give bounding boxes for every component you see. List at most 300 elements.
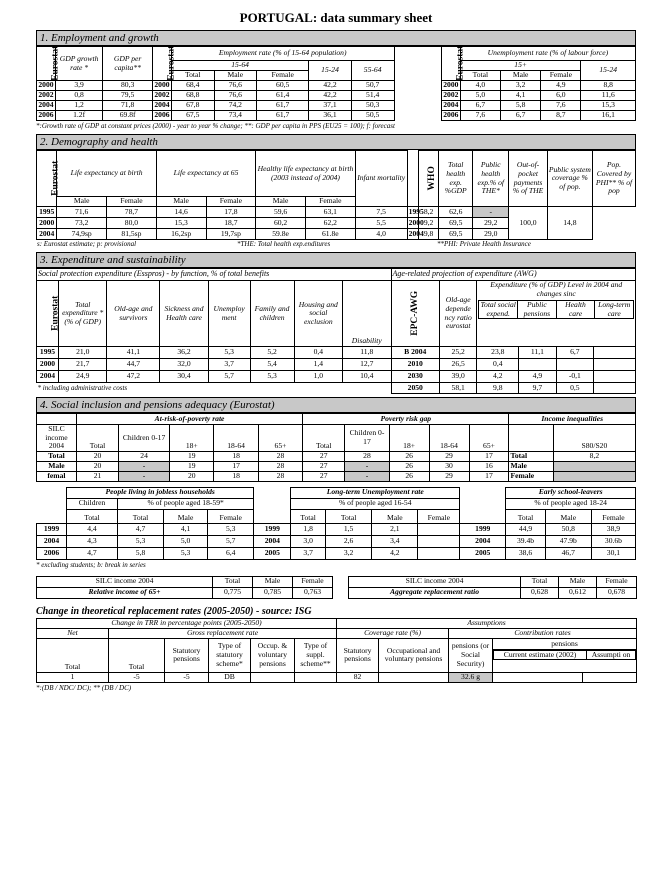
row-label: 1999 [37, 523, 67, 535]
cell: 2,6 [326, 535, 372, 547]
cell: 30,1 [591, 547, 635, 559]
cell: 30.6b [591, 535, 635, 547]
cell: 47,2 [107, 371, 160, 383]
col-18-plus: 18+ [170, 425, 214, 452]
cell: 0,775 [213, 587, 253, 598]
table-row [37, 471, 636, 481]
row-label: 2004 [38, 100, 54, 110]
cell: 0,612 [559, 587, 597, 598]
col-total: Total [37, 638, 109, 672]
gross-header: Gross replacement rate [109, 628, 337, 638]
cell: 6,7 [556, 347, 593, 359]
col-female: Female [591, 509, 635, 523]
row-label: 2004 [460, 535, 506, 547]
col-total: Total [67, 509, 118, 523]
col-65-plus: 65+ [258, 425, 302, 452]
expenditure-table [36, 268, 636, 394]
cell: 62,2 [305, 218, 355, 229]
cell: 30,4 [160, 371, 208, 383]
cell: 5,0 [164, 535, 208, 547]
cell: 18,7 [206, 218, 256, 229]
coverage-statutory-header: Statutory pensions [337, 638, 379, 672]
col-18-64: 18-64 [429, 425, 469, 452]
cell: 28 [258, 461, 302, 471]
age-15-24: 15-24 [581, 61, 636, 81]
col-female: Female [418, 509, 460, 523]
col-female: Female [206, 197, 256, 207]
cell: 16,1 [581, 111, 636, 121]
gdp-per-capita-header: GDP per capita** [103, 47, 153, 81]
awg-expenditure-group [477, 281, 636, 347]
pensions-ss-header: pensions (or Social Security) [449, 638, 493, 672]
row-label: 2006 [37, 547, 67, 559]
cell: 5,2 [250, 347, 294, 359]
cell: 28 [345, 451, 389, 461]
cell: 4,1 [164, 523, 208, 535]
row-label: 1995 [37, 207, 57, 218]
awg-expenditure-header: Expenditure (% of GDP) Level in 2004 and changes sinc [490, 280, 623, 298]
cell: 26,5 [439, 359, 476, 371]
col-male: Male [253, 576, 293, 587]
cell: 1.2f [55, 111, 102, 121]
cell: 27 [303, 451, 345, 461]
sickness-header: Sickness and Health care [160, 281, 208, 347]
cell [553, 461, 635, 471]
total-social-header: Total social expend. [480, 300, 516, 318]
row-label: Total [37, 451, 77, 461]
cell: 59.8e [256, 229, 306, 240]
cell: 32,0 [160, 359, 208, 371]
cell: 17,8 [206, 207, 256, 218]
cell: 50,5 [351, 111, 394, 121]
cell: 20 [76, 461, 118, 471]
cell: 63,1 [305, 207, 355, 218]
eurostat-label: Eurostat [37, 281, 59, 347]
row-label: 2002 [38, 90, 54, 100]
cell: 4,9 [541, 81, 581, 91]
cell: 44,9 [506, 523, 545, 535]
cell: 39.4b [506, 535, 545, 547]
cell: 1,5 [326, 523, 372, 535]
cell: 15,3 [581, 101, 636, 111]
cell: 25,2 [439, 347, 476, 359]
cell: 0,785 [253, 587, 293, 598]
cell: 38,9 [591, 523, 635, 535]
cell: 4,1 [501, 91, 541, 101]
cell: 6,4 [208, 547, 254, 559]
cell: 16 [469, 461, 509, 471]
col-total: Total [291, 509, 326, 523]
row-label: 2000 [37, 218, 57, 229]
cell [418, 535, 460, 547]
cell [553, 471, 635, 481]
col-male: Male [57, 197, 107, 207]
cell: 3,2 [501, 81, 541, 91]
col-total: Total [109, 638, 165, 672]
table-row [37, 359, 636, 371]
public-coverage-header: Public system coverage % of pop. [547, 151, 592, 207]
healthy-life-header: Healthy life expectancy at birth (2003 instead of 2004) [256, 151, 355, 197]
cell: 5,5 [355, 218, 407, 229]
cell: 6,7 [460, 101, 500, 111]
cell: 5,7 [208, 371, 250, 383]
table-row [37, 91, 636, 101]
row-label: 2006 [154, 110, 170, 120]
table-row [37, 371, 636, 383]
col-male: Male [156, 197, 206, 207]
cell [594, 347, 636, 359]
cell: 100,0 [509, 207, 547, 240]
cell: 1,2 [55, 101, 102, 111]
cell: 0,4 [294, 347, 342, 359]
section-2-notes [36, 240, 636, 249]
cell: 39,0 [439, 371, 476, 383]
cell: 4,3 [67, 535, 118, 547]
col-children: Children 0-17 [345, 425, 389, 452]
cell: 42,2 [309, 91, 352, 101]
infant-mortality-header: Infant mortality [355, 151, 407, 207]
table-row [37, 535, 636, 547]
arop-header: At-risk-of-poverty rate [76, 414, 302, 425]
cell: 12,7 [343, 359, 391, 371]
cell: 14,8 [547, 207, 592, 240]
note-estimate: s: Eurostat estimate; p: provisional [37, 240, 137, 248]
age-15-24: 15-24 [309, 61, 352, 81]
cell: 1,8 [291, 523, 326, 535]
cell: 30 [429, 461, 469, 471]
cell: 8,7 [541, 111, 581, 121]
cell: 5,3 [164, 547, 208, 559]
employment-table [36, 46, 636, 121]
replacement-rates-table [36, 618, 637, 683]
cell: 82 [337, 672, 379, 682]
epc-awg-label: EPC-AWG [391, 281, 439, 347]
page-title: PORTUGAL: data summary sheet [239, 10, 433, 25]
cell: 36,2 [160, 347, 208, 359]
col-male: Male [214, 71, 257, 81]
col-total: Total [213, 576, 253, 587]
cell: 68,4 [171, 81, 214, 91]
poverty-gap-header: Poverty risk gap [303, 414, 509, 425]
col-female: Female [257, 71, 309, 81]
col-male: Male [372, 509, 418, 523]
table-row [37, 347, 636, 359]
pensions-header: pensions [493, 639, 636, 650]
table-row [37, 101, 636, 111]
col-s80-s20: S80/S20 [553, 425, 635, 452]
section-3-heading: 3. Expenditure and sustainability [36, 252, 636, 268]
cell: 60,2 [256, 218, 306, 229]
eurostat-label: Eurostat [152, 47, 171, 81]
inclusion-table [36, 413, 636, 482]
cell: 4,2 [477, 371, 519, 383]
cell: 1,4 [294, 359, 342, 371]
jobless-subheader: % of people aged 18-59* [117, 498, 253, 509]
cell: 51,4 [351, 91, 394, 101]
cell: 0,763 [293, 587, 333, 598]
cell: 81,5sp [107, 229, 157, 240]
cell: 37,1 [309, 101, 352, 111]
cell: 24,9 [59, 371, 107, 383]
table-row [37, 111, 636, 121]
cell: 67,8 [171, 101, 214, 111]
cell: 5,4 [250, 359, 294, 371]
cell: 26 [389, 471, 429, 481]
ltu-subheader: % of people aged 16-54 [291, 498, 460, 509]
cell: 26 [389, 461, 429, 471]
cell: 4,0 [355, 229, 407, 240]
row-label: 2002 [154, 90, 170, 100]
cell: 61,7 [257, 101, 309, 111]
old-age-dependency-header: Old-age depende ncy ratio eurostat [439, 281, 476, 347]
cell [379, 672, 449, 682]
cell: 47.9b [545, 535, 591, 547]
gdp-growth-header: GDP growth rate * [55, 47, 102, 81]
cell: 41,1 [107, 347, 160, 359]
cell: 15,3 [156, 218, 206, 229]
cell: 4,2 [372, 547, 418, 559]
age-55-64: 55-64 [351, 61, 394, 81]
cell: 5,7 [208, 535, 254, 547]
cell: 74,2 [214, 101, 257, 111]
row-label: 2000 [154, 80, 170, 90]
cell: 20 [170, 471, 214, 481]
table-row [37, 207, 636, 218]
life-expectancy-birth-header: Life expectancy at birth [57, 151, 156, 197]
row-label: 1999 [254, 523, 291, 535]
cell: 5,8 [501, 101, 541, 111]
table-row [37, 461, 636, 471]
age-15-plus: 15+ [460, 61, 581, 71]
occupational-header: Occup. & voluntary pensions [251, 638, 295, 672]
cell: 4,7 [67, 547, 118, 559]
disability-header: Disability [343, 281, 391, 347]
cell: 11,6 [581, 91, 636, 101]
cell: 46,7 [545, 547, 591, 559]
aggregate-ratio-label: Aggregate replacement ratio [349, 587, 521, 598]
coverage-occupational-header: Occupational and voluntary pensions [379, 638, 449, 672]
pensions-group [493, 638, 637, 672]
cell: 4,7 [117, 523, 163, 535]
col-male: Male [559, 576, 597, 587]
cell: 3,2 [326, 547, 372, 559]
jobless-ltu-esl-table [36, 487, 636, 560]
cell: 76,6 [214, 81, 257, 91]
cell [594, 359, 636, 371]
cell: 7,6 [460, 111, 500, 121]
cell: 69,5 [439, 218, 473, 229]
cell: 3,0 [291, 535, 326, 547]
relative-income-label: Relative income of 65+ [37, 587, 213, 598]
col-male: Male [256, 197, 306, 207]
cell: 38,6 [506, 547, 545, 559]
cell: 21 [76, 471, 118, 481]
cell: 58,1 [439, 383, 476, 394]
section-1-heading: 1. Employment and growth [36, 30, 636, 46]
cell: -5 [165, 672, 209, 682]
cell: 5,3 [117, 535, 163, 547]
cell: 1,0 [294, 371, 342, 383]
row-label: 2005 [254, 547, 291, 559]
social-protection-title: Social protection expenditure (Esspros) - by function, % of total benefits [37, 269, 392, 281]
col-total: Total [76, 425, 118, 452]
cell: 19 [170, 461, 214, 471]
cell [251, 672, 295, 682]
silc-label: SILC income 2004 [349, 576, 521, 587]
section-1-note: *:Growth rate of GDP at constant prices (2000) - year to year % change; **: GDP per capita in PPS (EU25 = 100); f: forecast [36, 122, 395, 130]
cell: 44,7 [107, 359, 160, 371]
cell: 27 [303, 471, 345, 481]
col-65-plus: 65+ [469, 425, 509, 452]
cell: 7,5 [355, 207, 407, 218]
esl-header: Early school-leavers [506, 487, 636, 498]
col-female: Female [597, 576, 637, 587]
cell: 68,8 [171, 91, 214, 101]
cell: 3,9 [55, 81, 102, 91]
row-label: 2000 [408, 217, 424, 227]
cell [519, 359, 556, 371]
cell: 29,0 [473, 229, 509, 240]
cell: 11,8 [343, 347, 391, 359]
employment-rate-header: Employment rate (% of 15-64 population) [171, 47, 394, 61]
row-label: 1995 [37, 347, 59, 359]
phi-coverage-header: Pop. Covered by PHI** % of pop [592, 151, 635, 207]
cell: 24 [119, 451, 170, 461]
cell [418, 523, 460, 535]
cell: 3,7 [208, 359, 250, 371]
cell: 29 [429, 451, 469, 461]
cell: 29 [429, 471, 469, 481]
cell: 69,5 [439, 229, 473, 240]
cell: 28 [258, 451, 302, 461]
cell: 73,4 [214, 111, 257, 121]
col-female: Female [305, 197, 355, 207]
cell: 50,3 [351, 101, 394, 111]
row-label: 2004 [37, 535, 67, 547]
row-label: Total [509, 451, 553, 461]
col-male: Male [501, 71, 541, 81]
trr-header: Change in TRR in percentage points (2005-2050) [37, 618, 337, 628]
unemployment-rate-header: Unemployment rate (% of labour force) [460, 47, 635, 61]
row-label: Male [509, 461, 553, 471]
row-label: 2010 [391, 359, 439, 371]
cell: 80,3 [103, 81, 153, 91]
public-pensions-header: Public pensions [518, 301, 557, 319]
cell: -5 [109, 672, 165, 682]
cell: 19,7sp [206, 229, 256, 240]
section-4-heading: 4. Social inclusion and pensions adequacy (Eurostat) [36, 397, 636, 413]
col-children: Children [67, 498, 118, 509]
cell: 74,9sp [57, 229, 107, 240]
row-label: 2006 [38, 110, 54, 120]
cell: 1 [37, 672, 109, 682]
row-label: 2004 [37, 371, 59, 383]
cell: - [119, 461, 170, 471]
cell: 16,2sp [156, 229, 206, 240]
eurostat-label: Eurostat [37, 151, 57, 207]
cell: 59,6 [256, 207, 306, 218]
assumption-header: Assumpti on [587, 650, 636, 660]
cell: 9,2 [418, 218, 438, 229]
section-3-note: * including administrative costs [37, 383, 128, 392]
row-label: 2000 [37, 359, 59, 371]
col-18-64: 18-64 [214, 425, 258, 452]
type-suppl-header: Type of suppl. scheme** [295, 638, 337, 672]
cell: 14,6 [156, 207, 206, 218]
cell: 0,678 [597, 587, 637, 598]
cell: 5,0 [460, 91, 500, 101]
cell: 18 [214, 471, 258, 481]
section-4-note: * excluding students; b: break in series [36, 560, 146, 569]
col-total: Total [171, 71, 214, 81]
cell: 26 [389, 451, 429, 461]
cell: 4,0 [460, 81, 500, 91]
silc-label: SILC income 2004 [37, 576, 213, 587]
cell: DB [209, 672, 251, 682]
housing-header: Housing and social exclusion [294, 281, 342, 347]
cell: 17 [469, 471, 509, 481]
eurostat-label: Eurostat [441, 47, 460, 81]
cell: 50,8 [545, 523, 591, 535]
cell: 61,7 [257, 111, 309, 121]
cell: 8,2 [553, 451, 635, 461]
cell: 0,5 [556, 383, 593, 394]
cell: 5,3 [208, 523, 254, 535]
row-label: 2005 [460, 547, 506, 559]
cell: - [345, 471, 389, 481]
cell: 73,2 [57, 218, 107, 229]
cell: 42,2 [309, 81, 352, 91]
cell: 8,2 [418, 207, 438, 218]
cell: 36,1 [309, 111, 352, 121]
row-label: 2004 [154, 100, 170, 110]
cell [594, 383, 636, 394]
col-female: Female [293, 576, 333, 587]
cell [418, 547, 460, 559]
cell: 3,7 [291, 547, 326, 559]
row-label: 2000 [443, 80, 459, 90]
note-phi: **PHI: Private Health Insurance [437, 240, 531, 248]
esl-subheader: % of people aged 18-24 [506, 498, 636, 509]
cell: 18 [214, 451, 258, 461]
cell [556, 359, 593, 371]
cell: 80,0 [107, 218, 157, 229]
cell: 21,0 [59, 347, 107, 359]
long-term-care-header: Long-term care [595, 301, 634, 319]
cell: 3,4 [372, 535, 418, 547]
cell: 32.6 g [449, 672, 493, 682]
cell: - [345, 461, 389, 471]
cell: 5,8 [117, 547, 163, 559]
row-label: 2004 [443, 100, 459, 110]
cell: 17 [214, 461, 258, 471]
assumptions-header: Assumptions [337, 618, 637, 628]
cell: 9,7 [519, 383, 556, 394]
cell: 27 [303, 461, 345, 471]
replacement-ratio-table [36, 576, 637, 599]
eurostat-label: Eurostat [37, 47, 56, 81]
cell: -0,1 [556, 371, 593, 383]
cell: 0,8 [55, 91, 102, 101]
cell: - [473, 207, 509, 218]
cell: 2,1 [372, 523, 418, 535]
cell: 61.8e [305, 229, 355, 240]
cell: 62,6 [439, 207, 473, 218]
col-total: Total [460, 71, 500, 81]
cell: 19 [170, 451, 214, 461]
cell [295, 672, 337, 682]
col-18-plus: 18+ [389, 425, 429, 452]
